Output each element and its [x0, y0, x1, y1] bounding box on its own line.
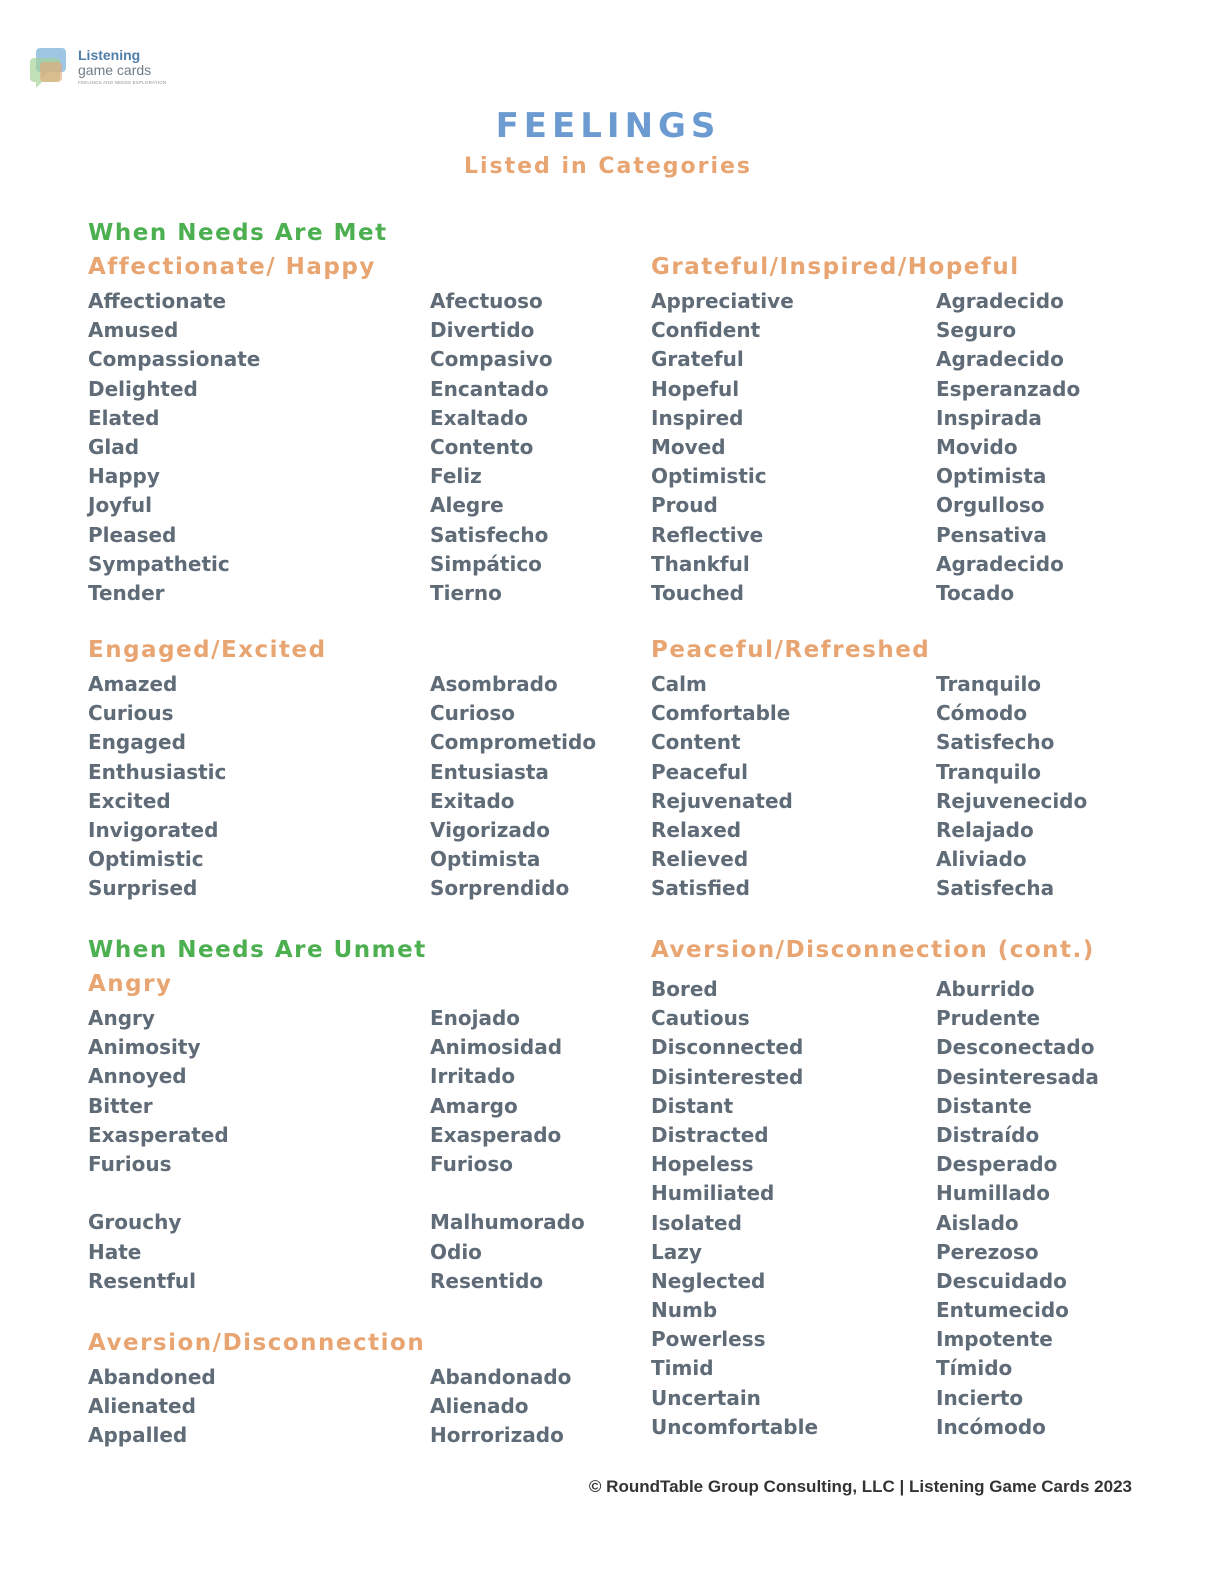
speech-bubbles-icon	[30, 44, 76, 96]
spanish-word: Desconectado	[936, 1035, 1095, 1060]
english-word: Bored	[651, 977, 718, 1001]
spanish-word: Pensativa	[936, 522, 1047, 547]
english-word: Elated	[88, 405, 160, 430]
english-word: Proud	[651, 493, 718, 518]
spanish-word: Odio	[430, 1239, 482, 1264]
spanish-word: Esperanzado	[936, 376, 1081, 401]
spanish-word: Entumecido	[936, 1298, 1069, 1323]
english-word: Reflective	[651, 522, 764, 547]
english-word: Enthusiastic	[88, 759, 227, 784]
english-word: Satisfied	[651, 876, 750, 901]
logo-subtitle: game cards	[78, 62, 152, 79]
english-word: Excited	[88, 788, 171, 813]
english-word: Resentful	[88, 1268, 197, 1293]
spanish-word: Tranquilo	[936, 672, 1042, 696]
english-word: Pleased	[88, 522, 177, 547]
english-word: Alienated	[88, 1394, 196, 1419]
spanish-word: Exitado	[430, 788, 515, 813]
spanish-word: Perezoso	[936, 1239, 1039, 1264]
english-word: Surprised	[88, 876, 198, 901]
category-aversion: Aversion/Disconnection	[88, 1330, 426, 1356]
spanish-word: Compasivo	[430, 347, 553, 372]
spanish-word: Exaltado	[430, 405, 529, 430]
english-word: Appalled	[88, 1423, 188, 1448]
spanish-word: Optimista	[936, 464, 1047, 489]
english-word: Thankful	[651, 551, 750, 576]
logo	[30, 44, 170, 96]
english-word: Relieved	[651, 847, 749, 872]
spanish-word: Resentido	[430, 1268, 544, 1293]
english-word: Touched	[651, 580, 744, 605]
spanish-word: Descuidado	[936, 1268, 1067, 1293]
english-word: Inspired	[651, 405, 744, 430]
english-word: Hopeful	[651, 376, 740, 401]
spanish-word: Vigorizado	[430, 817, 550, 842]
english-word: Glad	[88, 434, 140, 459]
english-word: Uncertain	[651, 1385, 761, 1410]
english-word: Animosity	[88, 1035, 201, 1060]
english-word: Invigorated	[88, 817, 219, 842]
english-word: Angry	[88, 1006, 155, 1030]
english-word: Abandoned	[88, 1365, 216, 1389]
english-word: Humiliated	[651, 1181, 775, 1206]
english-word: Compassionate	[88, 347, 261, 372]
english-word: Tender	[88, 580, 165, 605]
english-word: Confident	[651, 318, 761, 343]
spanish-word: Aburrido	[936, 977, 1035, 1001]
spanish-word: Agradecido	[936, 347, 1064, 372]
logo-tagline: FEELINGS AND NEEDS EXPLORATION	[78, 79, 167, 85]
category-affectionate: Affectionate/ Happy	[88, 254, 376, 280]
english-word: Lazy	[651, 1239, 702, 1264]
spanish-word: Rejuvenecido	[936, 788, 1088, 813]
english-word: Distant	[651, 1093, 734, 1118]
spanish-word: Exasperado	[430, 1122, 562, 1147]
english-word: Optimistic	[88, 847, 204, 872]
english-word: Disconnected	[651, 1035, 804, 1060]
english-word: Cautious	[651, 1006, 750, 1031]
spanish-word: Cómodo	[936, 701, 1028, 726]
english-word: Affectionate	[88, 289, 227, 313]
spanish-word: Aislado	[936, 1210, 1019, 1235]
spanish-word: Desinteresada	[936, 1064, 1099, 1089]
category-grateful: Grateful/Inspired/Hopeful	[651, 254, 1020, 280]
english-word: Engaged	[88, 730, 186, 755]
english-word: Isolated	[651, 1210, 742, 1235]
spanish-word: Agradecido	[936, 289, 1064, 313]
group-needs-met: When Needs Are Met	[88, 220, 388, 246]
spanish-word: Curioso	[430, 701, 516, 726]
spanish-word: Incierto	[936, 1385, 1024, 1410]
spanish-word: Alienado	[430, 1394, 529, 1419]
english-word: Rejuvenated	[651, 788, 793, 813]
spanish-word: Encantado	[430, 376, 549, 401]
spanish-word: Tímido	[936, 1356, 1013, 1381]
spanish-word: Inspirada	[936, 405, 1042, 430]
spanish-word: Abandonado	[430, 1365, 572, 1389]
spanish-word: Relajado	[936, 817, 1034, 842]
spanish-word: Enojado	[430, 1006, 521, 1030]
english-word: Curious	[88, 701, 174, 726]
english-word: Delighted	[88, 376, 198, 401]
english-word: Distracted	[651, 1122, 769, 1147]
spanish-word: Optimista	[430, 847, 541, 872]
english-word: Hate	[88, 1239, 142, 1264]
logo-title: Listening	[78, 47, 141, 63]
copyright-footer: © RoundTable Group Consulting, LLC | Listening Game Cards 2023	[588, 1477, 1132, 1496]
spanish-word: Satisfecha	[936, 876, 1055, 901]
english-word: Comfortable	[651, 701, 791, 726]
spanish-word: Tierno	[430, 580, 502, 605]
english-word: Powerless	[651, 1327, 766, 1352]
spanish-word: Agradecido	[936, 551, 1064, 576]
spanish-word: Feliz	[430, 464, 482, 489]
spanish-word: Distante	[936, 1093, 1032, 1118]
spanish-word: Prudente	[936, 1006, 1041, 1031]
english-word: Grouchy	[88, 1210, 182, 1235]
spanish-word: Satisfecho	[936, 730, 1055, 755]
spanish-word: Satisfecho	[430, 522, 549, 547]
category-peaceful: Peaceful/Refreshed	[651, 637, 931, 663]
english-word: Disinterested	[651, 1064, 804, 1089]
english-word: Moved	[651, 434, 726, 459]
english-word: Hopeless	[651, 1152, 754, 1177]
category-angry: Angry	[88, 971, 173, 997]
spanish-word: Orgulloso	[936, 493, 1045, 518]
group-needs-unmet: When Needs Are Unmet	[88, 937, 427, 963]
english-word: Relaxed	[651, 817, 742, 842]
page-title: FEELINGS	[495, 106, 721, 146]
spanish-word: Tocado	[936, 580, 1015, 605]
english-word: Exasperated	[88, 1122, 229, 1147]
english-word: Neglected	[651, 1268, 766, 1293]
spanish-word: Divertido	[430, 318, 535, 343]
english-word: Furious	[88, 1151, 172, 1176]
english-word: Peaceful	[651, 759, 748, 784]
spanish-word: Sorprendido	[430, 876, 570, 901]
spanish-word: Humillado	[936, 1181, 1050, 1206]
spanish-word: Distraído	[936, 1122, 1040, 1147]
spanish-word: Afectuoso	[430, 289, 543, 313]
english-word: Sympathetic	[88, 551, 230, 576]
spanish-word: Incómodo	[936, 1414, 1046, 1439]
spanish-word: Animosidad	[430, 1035, 563, 1060]
spanish-word: Entusiasta	[430, 759, 549, 784]
english-word: Bitter	[88, 1093, 153, 1118]
english-word: Calm	[651, 672, 707, 696]
english-word: Numb	[651, 1298, 718, 1323]
english-word: Amused	[88, 318, 179, 343]
spanish-word: Alegre	[430, 493, 504, 518]
category-engaged: Engaged/Excited	[88, 637, 327, 663]
english-word: Happy	[88, 464, 160, 489]
english-word: Timid	[651, 1356, 714, 1381]
english-word: Uncomfortable	[651, 1414, 819, 1439]
spanish-word: Horrorizado	[430, 1423, 564, 1448]
english-word: Content	[651, 730, 741, 755]
spanish-word: Amargo	[430, 1093, 518, 1118]
spanish-word: Movido	[936, 434, 1018, 459]
spanish-word: Comprometido	[430, 730, 597, 755]
category-aversion-cont: Aversion/Disconnection (cont.)	[651, 937, 1095, 963]
spanish-word: Seguro	[936, 318, 1017, 343]
spanish-word: Tranquilo	[936, 759, 1042, 784]
spanish-word: Malhumorado	[430, 1210, 585, 1235]
english-word: Appreciative	[651, 289, 794, 313]
spanish-word: Desperado	[936, 1152, 1058, 1177]
spanish-word: Asombrado	[430, 672, 558, 696]
page-subtitle: Listed in Categories	[463, 154, 753, 179]
spanish-word: Furioso	[430, 1151, 514, 1176]
english-word: Joyful	[88, 493, 153, 518]
english-word: Grateful	[651, 347, 744, 372]
english-word: Optimistic	[651, 464, 767, 489]
spanish-word: Aliviado	[936, 847, 1027, 872]
spanish-word: Contento	[430, 434, 534, 459]
english-word: Annoyed	[88, 1064, 187, 1089]
spanish-word: Irritado	[430, 1064, 516, 1089]
spanish-word: Impotente	[936, 1327, 1053, 1352]
english-word: Amazed	[88, 672, 178, 696]
spanish-word: Simpático	[430, 551, 542, 576]
